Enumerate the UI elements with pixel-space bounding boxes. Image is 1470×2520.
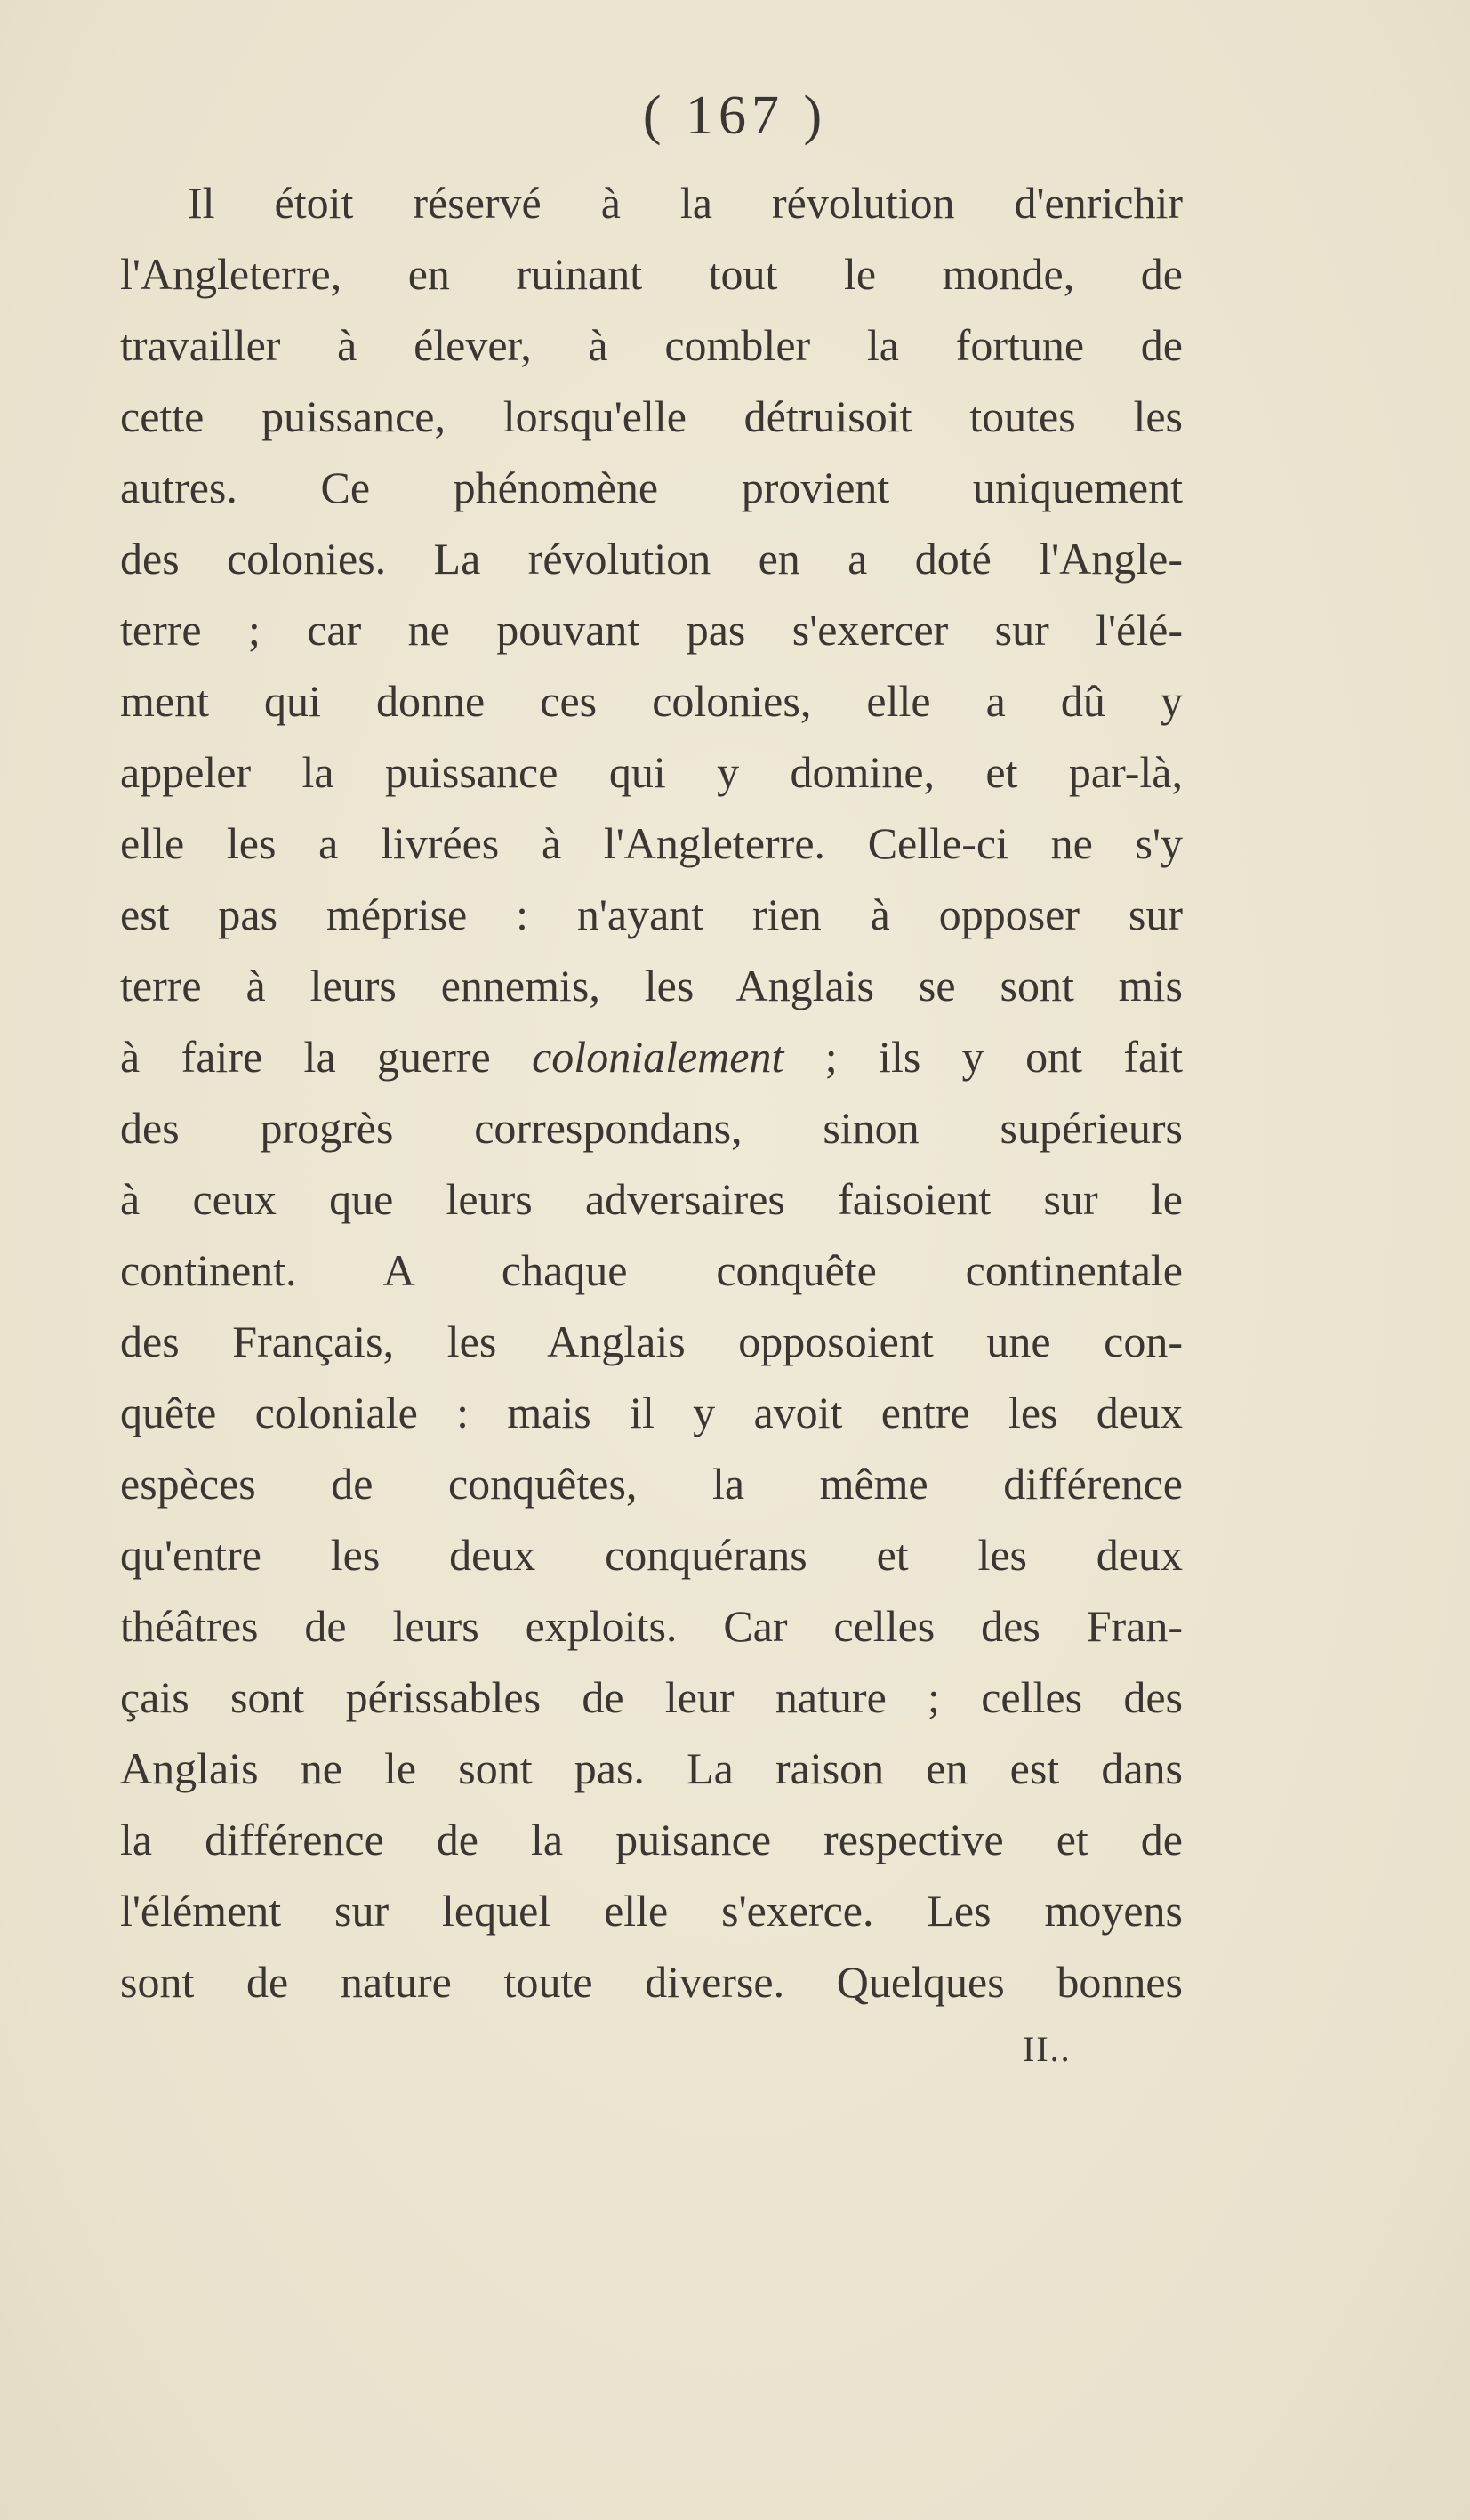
italic-word: colonialement	[532, 1032, 784, 1082]
line-text: terre ; car ne pouvant pas s'exercer sur l'élé-	[120, 605, 1183, 655]
text-line	[120, 879, 1183, 950]
text-line	[120, 1519, 1183, 1590]
text-line	[120, 737, 1183, 808]
line-text: des Français, les Anglais opposoient une con-	[120, 1316, 1183, 1366]
text-line	[120, 1163, 1183, 1235]
line-text: l'Angleterre, en ruinant tout le monde, de	[120, 249, 1183, 299]
text-line	[120, 381, 1183, 452]
line-text: théâtres de leurs exploits. Car celles des Fran-	[120, 1601, 1183, 1651]
text-line	[120, 1092, 1183, 1163]
line-text: qu'entre les deux conquérans et les deux	[120, 1530, 1183, 1580]
line-text: continent. A chaque conquête continentale	[120, 1245, 1183, 1295]
line-text: des colonies. La révolution en a doté l'Angle-	[120, 534, 1183, 584]
text-line	[120, 594, 1183, 665]
line-text: appeler la puissance qui y domine, et par-là,	[120, 747, 1183, 797]
line-text: ment qui donne ces colonies, elle a dû y	[120, 676, 1183, 726]
line-text: autres. Ce phénomène provient uniquement	[120, 463, 1183, 512]
line-text: à faire la guerre	[120, 1032, 533, 1082]
text-line	[120, 1448, 1183, 1519]
text-line	[120, 167, 1183, 238]
line-text: l'élément sur lequel elle s'exerce. Les moyens	[120, 1886, 1183, 1936]
line-text: elle les a livrées à l'Angleterre. Celle-ci ne s'y	[120, 818, 1183, 868]
page-number: ( 167 )	[642, 85, 828, 146]
text-line	[120, 1377, 1183, 1448]
text-line	[120, 1590, 1183, 1662]
line-text: espèces de conquêtes, la même différence	[120, 1459, 1183, 1509]
body-text	[120, 167, 1183, 2017]
line-text: terre à leurs ennemis, les Anglais se sont mis	[120, 961, 1183, 1010]
text-line	[120, 1875, 1183, 1946]
line-text: sont de nature toute diverse. Quelques bonnes	[120, 1957, 1183, 2007]
text-line	[120, 310, 1183, 381]
text-line	[120, 1235, 1183, 1306]
line-text: des progrès correspondans, sinon supérieurs	[120, 1103, 1183, 1153]
text-line	[120, 1662, 1183, 1733]
text-line	[120, 950, 1183, 1021]
text-line	[120, 452, 1183, 523]
line-text: quête coloniale : mais il y avoit entre les deux	[120, 1388, 1183, 1437]
line-text: Il étoit réservé à la révolution d'enrichir	[188, 178, 1183, 228]
line-text: Anglais ne le sont pas. La raison en est dans	[120, 1743, 1183, 1793]
text-line	[120, 1946, 1183, 2017]
line-text: la différence de la puisance respective et de	[120, 1815, 1183, 1864]
line-text: cette puissance, lorsqu'elle détruisoit toutes les	[120, 391, 1183, 441]
text-line	[120, 238, 1183, 310]
text-line	[120, 1306, 1183, 1377]
text-line	[120, 808, 1183, 879]
line-text: çais sont périssables de leur nature ; celles des	[120, 1672, 1183, 1722]
text-line	[120, 1804, 1183, 1875]
line-text: à ceux que leurs adversaires faisoient sur le	[120, 1174, 1183, 1224]
line-text: ; ils y ont fait	[783, 1032, 1183, 1082]
text-line	[120, 1021, 1183, 1092]
line-text: travailler à élever, à combler la fortune de	[120, 320, 1183, 370]
signature-mark: II..	[1023, 2029, 1072, 2069]
text-line	[120, 523, 1183, 594]
text-line	[120, 665, 1183, 737]
text-line	[120, 1733, 1183, 1804]
line-text: est pas méprise : n'ayant rien à opposer sur	[120, 890, 1183, 939]
